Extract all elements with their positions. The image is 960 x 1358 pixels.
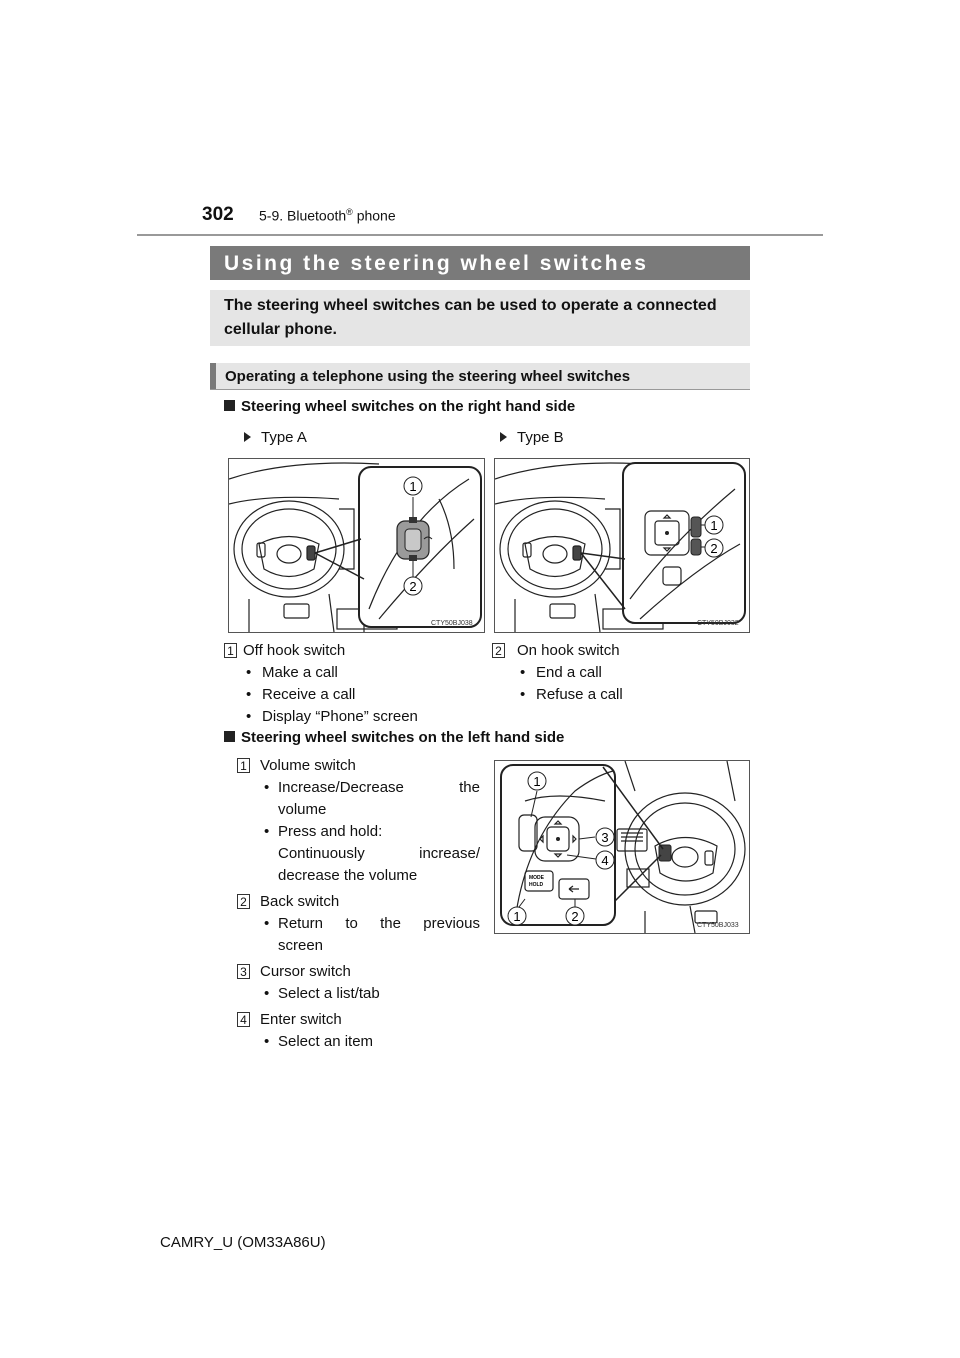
right-side-heading: Steering wheel switches on the right hand side — [224, 398, 575, 415]
list-item-continued: Continuously increase/ — [278, 845, 480, 862]
hold-label: HOLD — [529, 882, 544, 888]
on-hook-switch-title: On hook switch — [517, 642, 620, 659]
list-item: • Return to the previous — [264, 915, 480, 932]
left-side-heading: Steering wheel switches on the left hand side — [224, 729, 564, 746]
callout-1: 1 — [533, 774, 541, 789]
list-item: • Make a call — [246, 664, 338, 681]
subsection-title: Operating a telephone using the steering wheel switches — [210, 363, 750, 389]
figure-code: CTY50BJ038 — [431, 620, 473, 627]
type-a-label: Type A — [244, 429, 307, 446]
off-hook-switch-title: Off hook switch — [243, 642, 346, 659]
page-number: 302 — [202, 204, 234, 225]
triangle-icon — [500, 432, 507, 442]
subsection-rule — [210, 389, 750, 390]
callout-2: 2 — [409, 579, 417, 594]
callout-4: 4 — [601, 853, 609, 868]
mode-label: MODE — [529, 875, 544, 881]
list-item-continued: screen — [278, 937, 324, 954]
callout-1: 1 — [710, 518, 718, 533]
item-number: 2 — [237, 894, 250, 909]
cursor-switch-title: Cursor switch — [260, 963, 351, 980]
back-switch-title: Back switch — [260, 893, 340, 910]
item-number: 3 — [237, 964, 250, 979]
callout-2: 2 — [571, 909, 579, 924]
figure-code: CTY50BJ033 — [697, 922, 739, 929]
header-rule — [137, 234, 823, 236]
list-item: • Select an item — [264, 1033, 374, 1050]
triangle-icon — [244, 432, 251, 442]
callout-2: 2 — [710, 541, 718, 556]
list-item: • Refuse a call — [520, 686, 623, 703]
item-number: 1 — [237, 758, 250, 773]
list-item: • Increase/Decrease the — [264, 779, 480, 796]
figure-type-b — [494, 458, 750, 633]
list-item-continued: volume — [278, 801, 327, 818]
list-item: • Display “Phone” screen — [246, 708, 418, 725]
list-item-continued: decrease the volume — [278, 867, 418, 884]
type-b-label: Type B — [500, 429, 564, 446]
figure-code: CTY50BJ032 — [697, 620, 739, 627]
callout-1-lower: 1 — [513, 909, 521, 924]
item-number: 4 — [237, 1012, 250, 1027]
square-bullet-icon — [224, 731, 235, 742]
list-item: • Press and hold: — [264, 823, 383, 840]
item-number: 2 — [492, 643, 505, 658]
figure-left-side — [494, 760, 750, 934]
steering-wheel-illustration-b — [495, 459, 749, 632]
steering-wheel-illustration-a — [229, 459, 484, 632]
figure-type-a — [228, 458, 485, 633]
list-item: • End a call — [520, 664, 602, 681]
footer-model-code: CAMRY_U (OM33A86U) — [160, 1234, 326, 1251]
intro-text: The steering wheel switches can be used to operate a connected cellular phone. — [210, 290, 750, 346]
callout-1: 1 — [409, 479, 417, 494]
volume-switch-title: Volume switch — [260, 757, 356, 774]
square-bullet-icon — [224, 400, 235, 411]
section-title: Using the steering wheel switches — [210, 246, 750, 280]
item-number: 1 — [224, 643, 237, 658]
list-item: • Select a list/tab — [264, 985, 380, 1002]
callout-3: 3 — [601, 830, 609, 845]
chapter-title: 5-9. Bluetooth® phone — [259, 207, 396, 224]
registered-mark: ® — [346, 207, 353, 217]
enter-switch-title: Enter switch — [260, 1011, 342, 1028]
steering-wheel-illustration-left — [495, 761, 749, 933]
list-item: • Receive a call — [246, 686, 356, 703]
